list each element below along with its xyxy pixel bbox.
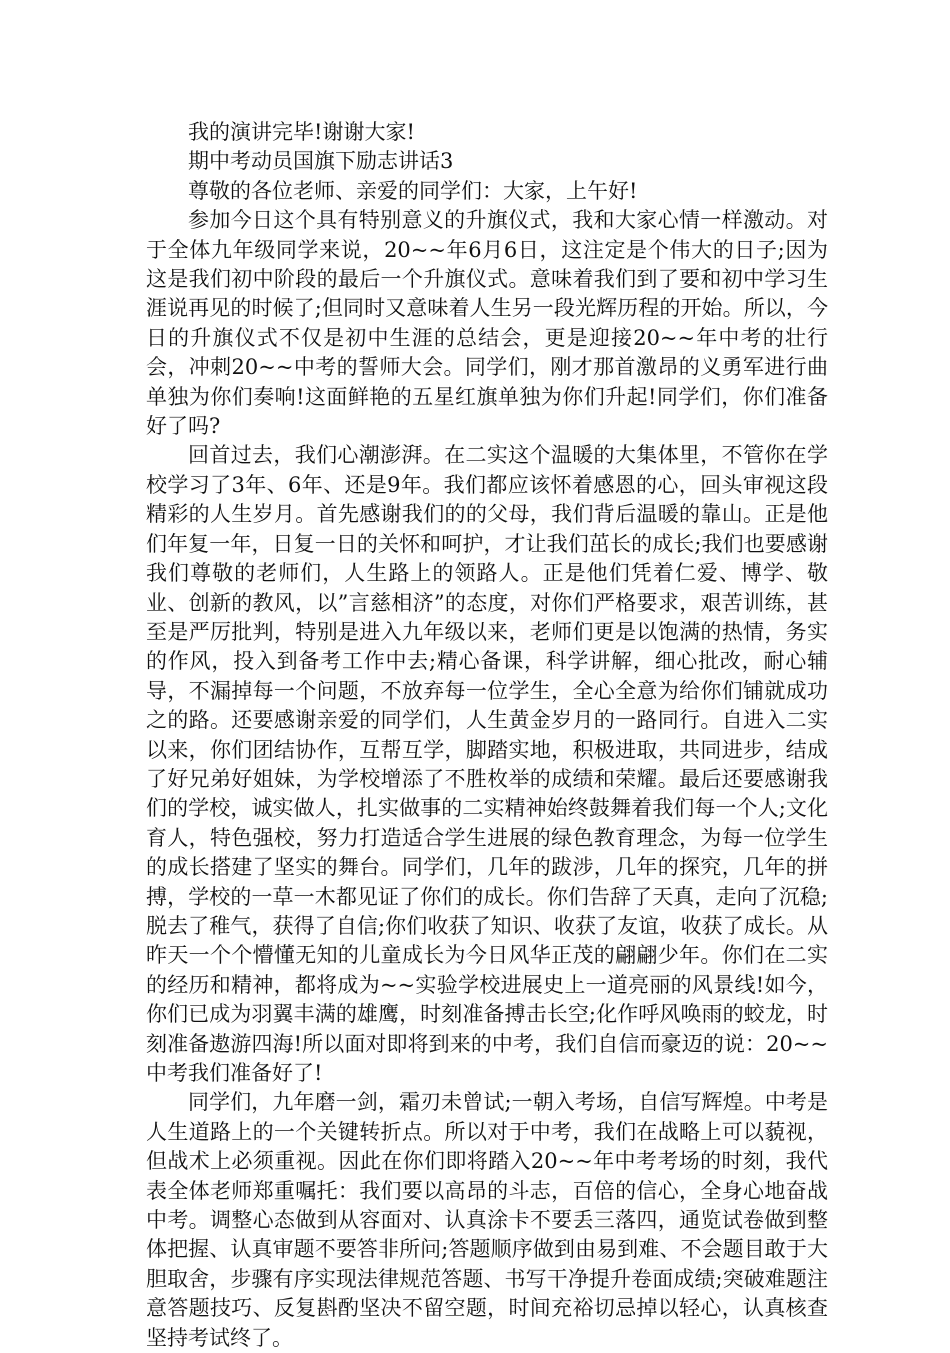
body-paragraph: 参加今日这个具有特别意义的升旗仪式，我和大家心情一样激动。对于全体九年级同学来说，20~~年6月6日，这注定是个伟大的日子;因为这是我们初中阶段的最后一个升旗仪式。意味着我们到了要和初中学习生涯说再见的时候了;但同时又意味着人生另一段光辉历程的开始。所以，今日的升旗仪式不仅是初中生涯的总结会，更是迎接20~~年中考的壮行会，冲刺20~~中考的誓师大会。同学们，刚才那首激昂的义勇军进行曲单独为你们奏响!这面鲜艳的五星红旗单独为你们升起!同学们，你们准备好了吗? [146,208,828,439]
closing-line: 我的演讲完毕!谢谢大家! [188,120,415,144]
body-paragraph: 同学们，九年磨一剑，霜刃未曾试;一朝入考场，自信写辉煌。中考是人生道路上的一个关键转折点。所以对于中考，我们在战略上可以藐视，但战术上必须重视。因此在你们即将踏入20~~年中考考场的时刻，我代表全体老师郑重嘱托：我们要以高昂的斗志，百倍的信心，全身心地奋战中考。调整心态做到从容面对、认真涂卡不要丢三落四，通览试卷做到整体把握、认真审题不要答非所问;答题顺序做到由易到难、不会题目敢于大胆取舍，步骤有序实现法律规范答题、书写干净提升卷面成绩;突破难题注意答题技巧、反复斟酌坚决不留空题，时间充裕切忌掉以轻心，认真核查坚持考试终了。 [146,1090,828,1350]
salutation: 尊敬的各位老师、亲爱的同学们：大家，上午好! [188,178,638,203]
speech-title: 期中考动员国旗下励志讲话3 [188,149,454,174]
body-paragraph: 回首过去，我们心潮澎湃。在二实这个温暖的大集体里，不管你在学校学习了3年、6年、还是9年。我们都应该怀着感恩的心，回头审视这段精彩的人生岁月。首先感谢我们的的父母，我们背后温暖的靠山。正是他们年复一年，日复一日的关怀和呵护，才让我们茁长的成长;我们也要感谢我们尊敬的老师们，人生路上的领路人。正是他们凭着仁爱、博学、敬业、创新的教风，以”言慈相济”的态度，对你们严格要求，艰苦训练，甚至是严厉批判，特别是进入九年级以来，老师们更是以饱满的热情，务实的作风，投入到备考工作中去;精心备课，科学讲解，细心批改，耐心辅导，不漏掉每一个问题，不放弃每一位学生，全心全意为给你们铺就成功之的路。还要感谢亲爱的同学们，人生黄金岁月的一路同行。自进入二实以来，你们团结协作，互帮互学，脚踏实地，积极进取，共同进步，结成了好兄弟好姐妹，为学校增添了不胜枚举的成绩和荣耀。最后还要感谢我们的学校，诚实做人，扎实做事的二实精神始终鼓舞着我们每一个人;文化育人，特色强校，努力打造适合学生进展的绿色教育理念，为每一位学生的成长搭建了坚实的舞台。同学们，几年的跋涉，几年的探究，几年的拼搏，学校的一草一木都见证了你们的成长。你们告辞了天真，走向了沉稳;脱去了稚气，获得了自信;你们收获了知识、收获了友谊，收获了成长。从昨天一个个懵懂无知的儿童成长为今日风华正茂的翩翩少年。你们在二实的经历和精神，都将成为~~实验学校进展史上一道亮丽的风景线!如今，你们已成为羽翼丰满的雄鹰，时刻准备搏击长空;化作呼风唤雨的蛟龙，时刻准备遨游四海!所以面对即将到来的中考，我们自信而豪迈的说：20~~中考我们准备好了! [146,443,828,1085]
document-body [146,118,828,1353]
